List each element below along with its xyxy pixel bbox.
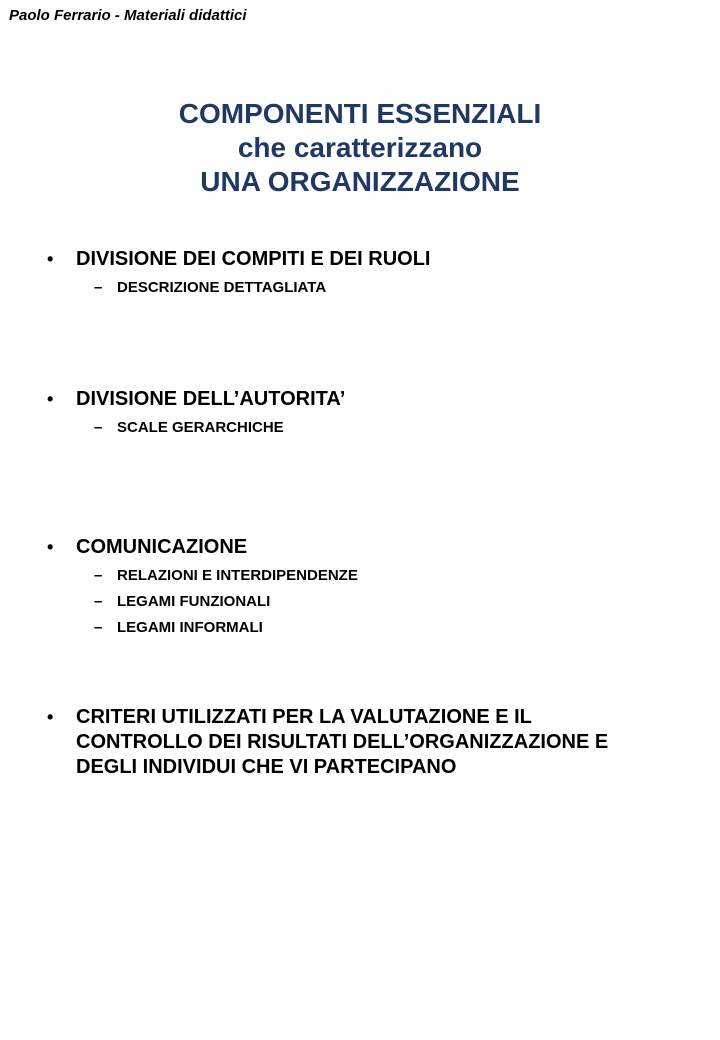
bullet-group [0,705,690,783]
sub-bullet-label: RELAZIONI E INTERDIPENDENZE [117,567,358,584]
bullet-dot-icon: • [47,537,54,557]
sub-list-item [0,563,690,589]
bullet-group [0,247,690,301]
sub-bullet-label: LEGAMI INFORMALI [117,619,263,636]
dash-marker-icon: – [94,593,103,610]
sub-bullet-label: DESCRIZIONE DETTAGLIATA [117,279,327,296]
dash-marker-icon: – [94,419,103,436]
sub-bullet-label: SCALE GERARCHICHE [117,419,284,436]
bullet-label: COMUNICAZIONE [76,536,248,558]
sub-list-item [0,615,690,641]
dash-marker-icon: – [94,619,103,636]
sub-list-item [0,415,690,441]
title-line-1: COMPONENTI ESSENZIALI [178,98,542,129]
title-line-3: UNA ORGANIZZAZIONE [200,166,520,197]
bullet-label: DIVISIONE DELL’AUTORITA’ [76,388,346,410]
bullet-dot-icon: • [47,707,54,727]
bullet-dot-icon: • [47,249,54,269]
sub-list-item [0,275,690,301]
dash-marker-icon: – [94,567,103,584]
bullet-label: CRITERI UTILIZZATI PER LA VALUTAZIONE E IL CONTROLLO DEI RISULTATI DELL’ORGANIZZAZIONE E DEGLI INDIVIDUI CHE VI PARTECIPANO [76,706,609,778]
page-header-author: Paolo Ferrario - Materiali didattici [9,7,247,24]
sub-list-item [0,589,690,615]
list-item [0,247,690,272]
sub-bullet-list [0,415,690,441]
sub-bullet-label: LEGAMI FUNZIONALI [117,593,271,610]
dash-marker-icon: – [94,279,103,296]
list-item [0,387,690,412]
bullet-label: DIVISIONE DEI COMPITI E DEI RUOLI [76,248,431,270]
bullet-group [0,387,690,441]
title-line-2: che caratterizzano [237,132,483,163]
list-item [0,535,690,560]
bullet-group [0,535,690,641]
sub-bullet-list [0,563,690,641]
bullet-dot-icon: • [47,389,54,409]
sub-bullet-list [0,275,690,301]
list-item [0,705,690,780]
